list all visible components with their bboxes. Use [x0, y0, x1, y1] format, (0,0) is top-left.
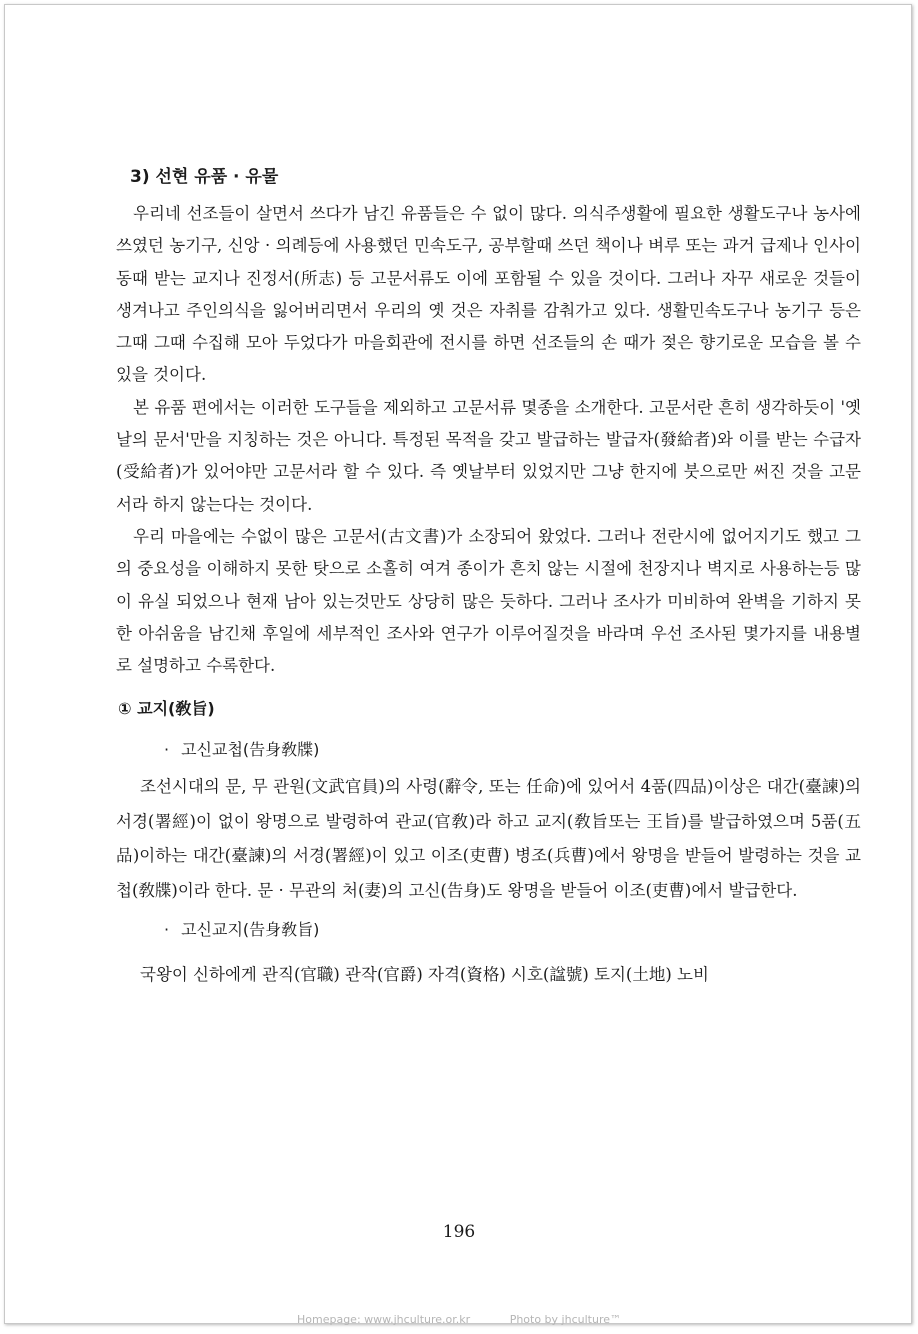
subsection-title: ① 교지(敎旨): [118, 699, 215, 719]
paragraph-3: 우리 마을에는 수없이 많은 고문서(古文書)가 소장되어 왔었다. 그러나 전란시에 없어지기도 했고 그의 중요성을 이해하지 못한 탓으로 소홀히 여겨 종이가 흔치 않는 시절에 천장지나 벽지로 사용하는등 많이 유실 되었으나 현재 남아 있는것만도 상당히 많은 듯하다. 그러나 조사가 미비하여 완벽을 기하지 못한 아쉬움을 남긴채 후일에 세부적인 조사와 연구가 이루어질것을 바라며 우선 조사된 몇가지를 내용별로 설명하고 수록한다.: [116, 526, 861, 676]
paragraph-1: 우리네 선조들이 살면서 쓰다가 남긴 유품들은 수 없이 많다. 의식주생활에 필요한 생활도구나 농사에 쓰였던 농기구, 신앙 · 의례등에 사용했던 민속도구, 공부할때 쓰던 책이나 벼루 또는 과거 급제나 인사이동때 받는 교지나 진정서(所志) 등 고문서류도 이에 포함될 수 있을 것이다. 그러나 자꾸 새로운 것들이 생겨나고 주인의식을 잃어버리면서 우리의 옛 것은 자취를 감춰가고 있다. 생활민속도구나 농기구 등은 그때 그때 수집해 모아 두었다가 마을회관에 전시를 하면 선조들의 손 때가 젖은 향기로운 모습을 볼 수 있을 것이다.: [116, 204, 862, 385]
footer: [0, 1313, 918, 1326]
item-heading-2: [164, 914, 861, 946]
item-title-1: 고신교첩(告身敎牒): [181, 740, 320, 760]
bullet-dot: ·: [164, 920, 170, 940]
paragraph-2: 본 유품 편에서는 이러한 도구들을 제외하고 고문서류 몇종을 소개한다. 고문서란 흔히 생각하듯이 '옛날의 문서'만을 지칭하는 것은 아니다. 특정된 목적을 갖고 발급하는 발급자(發給者)와 이를 받는 수급자(受給者)가 있어야만 고문서라 할 수 있다. 즉 옛날부터 있었지만 그냥 한지에 붓으로만 써진 것을 고문서라 하지 않는다는 것이다.: [116, 397, 861, 514]
page-number: 196: [442, 1222, 476, 1242]
footer-homepage: Homepage: www.jhculture.or.kr: [296, 1313, 471, 1326]
item-title-2: 고신교지(告身敎旨): [181, 920, 320, 940]
footer-photo-credit: Photo by jhculture™: [509, 1313, 621, 1326]
bullet-dot: ·: [164, 740, 170, 760]
page-content: [116, 160, 861, 993]
item-text-1: 조선시대의 문, 무 관원(文武官員)의 사령(辭令, 또는 任命)에 있어서 4품(四品)이상은 대간(臺諫)의 서경(署經)이 없이 왕명으로 발령하여 관교(官敎)라 하고 교지(敎旨또는 王旨)를 발급하였으며 5품(五品)이하는 대간(臺諫)의 서경(署經)이 있고 이조(吏曹) 병조(兵曹)에서 왕명을 받들어 발령하는 것을 교첩(敎牒)이라 한다. 문 · 무관의 처(妻)의 고신(告身)도 왕명을 받들어 이조(吏曹)에서 발급한다.: [116, 777, 861, 900]
item-text-2: 국왕이 신하에게 관직(官職) 관작(官爵) 자격(資格) 시호(諡號) 토지(土地) 노비: [140, 965, 709, 985]
section-title: 3) 선현 유품 · 유물: [130, 167, 279, 187]
item-heading-1: [164, 734, 861, 766]
